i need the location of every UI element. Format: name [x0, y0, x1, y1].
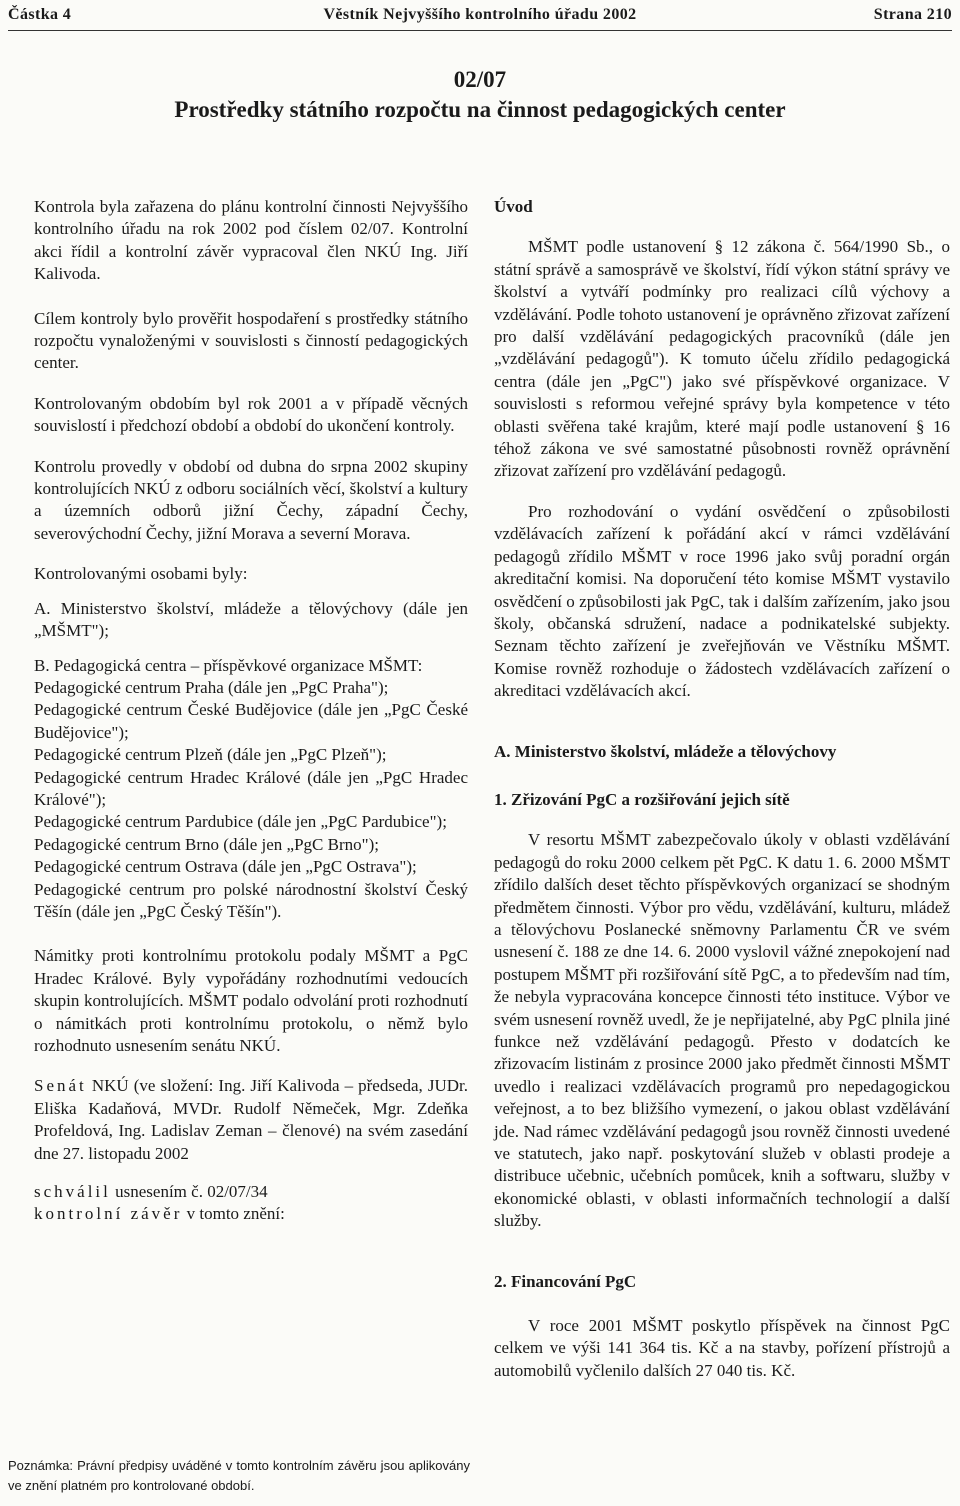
- footnote: Poznámka: Právní předpisy uváděné v tomto kontrolním závěru jsou aplikovány ve znění platném pro kontrolované období.: [8, 1458, 470, 1493]
- section-a-heading: A. Ministerstvo školství, mládeže a tělovýchovy: [494, 741, 837, 761]
- conclusion-word: kontrolní závěr: [34, 1204, 183, 1224]
- list-item: Pedagogické centrum Plzeň (dále jen „PgC Plzeň");: [34, 745, 387, 765]
- controlled-persons-intro: Kontrolovanými osobami byly:: [34, 564, 248, 584]
- list-item: Pedagogické centrum Brno (dále jen „PgC Brno");: [34, 834, 379, 854]
- approved-line: [34, 1181, 468, 1203]
- document-number: 02/07: [453, 67, 507, 92]
- introduction-heading: Úvod: [494, 197, 533, 216]
- subsection-1-heading: 1. Zřizování PgC a rozšiřování jejich sítě: [494, 789, 790, 809]
- left-column: [34, 196, 468, 1226]
- center-list: [34, 677, 468, 923]
- page-header: [8, 4, 952, 31]
- approved-word: schválil: [34, 1182, 111, 1202]
- list-item: Pedagogické centrum České Budějovice (dále jen „PgC České Budějovice");: [34, 700, 468, 742]
- controlled-person-b: B. Pedagogická centra – příspěvkové organizace MŠMT:: [34, 655, 423, 675]
- senate-word: Senát: [34, 1076, 87, 1096]
- issue-label: Částka 4: [8, 6, 72, 23]
- accreditation-paragraph: Pro rozhodování o vydání osvědčení o způsobilosti vzdělávacích zařízení k pořádání akcí v rámci vzdělávání pedagogů zřídilo MŠMT v roce 1996 jako svůj poradní orgán akreditační komisi. Na doporučení této komise MŠMT vystavilo osvědčení o způsobilosti jak PgC, tak i dalším zařízením, jako jsou školy, občanská sdružení, nadace a podnikatelské subjekty. Seznam těchto zařízení je zveřejňován ve Věstníku MŠMT. Komise rovněž rozhoduje o žádostech vzdělávacích zařízení o akreditaci vzdělávacích akcí.: [494, 501, 950, 701]
- intro-paragraph: Kontrola byla zařazena do plánu kontrolní činnosti Nejvyššího kontrolního úřadu na rok 2002 pod číslem 02/07. Kontrolní akci řídil a kontrolní závěr vypracoval člen NKÚ Ing. Jiří Kalivoda.: [34, 197, 468, 284]
- document-title: Prostředky státního rozpočtu na činnost pedagogických center: [174, 97, 786, 122]
- period-paragraph: Kontrolovaným obdobím byl rok 2001 a v případě věcných souvislostí i předchozí období a období do ukončení kontroly.: [34, 393, 468, 436]
- introduction-paragraph: MŠMT podle ustanovení § 12 zákona č. 564/1990 Sb., o státní správě a samosprávě ve školství, řídí výkon státní správy ve školství a vytváří podmínky pro realizaci cílů výchovy a vzdělávání. Podle tohoto ustanovení je oprávněno zřizovat zařízení pro další vzdělávání pedagogických pracovníků (dále jen „vzdělávání pedagogů"). K tomuto účelu zřídilo pedagogická centra (dále jen „PgC") jako své příspěvkové organizace. V souvislosti s reformou veřejné správy byla kompetence v této oblasti svěřena také krajům, které mají podle ustanovení § 16 téhož zákona ve své samostatné působnosti rovněž oprávnění zřizovat zařízení pro vzdělávání pedagogů.: [494, 237, 951, 481]
- senate-paragraph: [34, 1075, 468, 1165]
- controlled-person-a: A. Ministerstvo školství, mládeže a tělovýchovy (dále jen „MŠMT");: [34, 598, 468, 641]
- financing-paragraph: V roce 2001 MŠMT poskytlo příspěvek na činnost PgC celkem ve výši 141 364 tis. Kč a na stavby, pořízení přístrojů a automobilů vyčlenilo dalších 27 040 tis. Kč.: [494, 1316, 950, 1380]
- approved-text: usnesením č. 02/07/34: [110, 1182, 268, 1202]
- list-item: Pedagogické centrum Hradec Králové (dále jen „PgC Hradec Králové");: [34, 767, 468, 809]
- list-item: Pedagogické centrum Ostrava (dále jen „PgC Ostrava");: [34, 857, 417, 877]
- senate-text: NKÚ (ve složení: Ing. Jiří Kalivoda – předseda, JUDr. Eliška Kadaňová, MVDr. Rudolf Němeček, Mgr. Zdeňka Profeldová, Ing. Ladislav Zeman – členové) na svém zasedání dne 27. listopadu 2002: [34, 1076, 468, 1163]
- objections-paragraph: Námitky proti kontrolnímu protokolu podaly MŠMT a PgC Hradec Králové. Byly vypořádány rozhodnutími vedoucích skupin kontrolujících. MŠMT podalo odvolání proti rozhodnutí o námitkách proti kontrolnímu protokolu, o němž bylo rozhodnuto usnesením senátu NKÚ.: [34, 946, 468, 1055]
- network-paragraph: V resortu MŠMT zabezpečovalo úkoly v oblasti vzdělávání pedagogů do roku 2000 celkem pět PgC. K datu 1. 6. 2000 MŠMT zřídilo dalších deset těchto příspěvkových organizací se shodným předmětem činnosti. Výbor pro vědu, vzdělávání, kulturu, mládež a tělovýchovu Poslanecké sněmovny Parlamentu ČR ve svém usnesení č. 188 ze dne 14. 6. 2000 vyslovil vážné znepokojení nad postupem MŠMT při rozšiřování sítě PgC, a to především nad tím, že nebyla vypracována koncepce činnosti této instituce. Výbor ve svém usnesení rovněž uvedl, že je nepřijatelné, aby PgC plnila jiné funkce než vzdělávání pedagogů. Přesto v dodatcích ke zřizovacím listinám z prosince 2000 jako předmět činnosti MŠMT uvedlo i realizaci vzdělávacích programů pro nepedagogickou veřejnost, a to bez bližšího vymezení, o jakou oblast vzdělávání jde. Nad rámec vzdělávání pedagogů jsou rovněž činnosti uvedené ve statutech, jako např. poskytování služeb v oblasti prodeje a distribuce učebnic, učebních pomůcek, knih a softwaru, služby v ekonomické oblasti, v oblasti informačních technologií a další služby.: [494, 830, 950, 1231]
- list-item: Pedagogické centrum Praha (dále jen „PgC Praha");: [34, 677, 389, 697]
- conclusion-text: v tomto znění:: [182, 1204, 285, 1224]
- list-item: Pedagogické centrum pro polské národnostní školství Český Těšín (dále jen „PgC Český Těšín").: [34, 879, 468, 921]
- conclusion-line: [34, 1203, 468, 1225]
- journal-title: Věstník Nejvyššího kontrolního úřadu 2002: [323, 6, 637, 23]
- performers-paragraph: Kontrolu provedly v období od dubna do srpna 2002 skupiny kontrolujících NKÚ z odboru sociálních věcí, školství a kultury a územních odborů jižní Čechy, západní Čechy, severovýchodní Čechy, jižní Morava a severní Morava.: [34, 456, 468, 543]
- right-column: [494, 196, 950, 1382]
- goal-paragraph: Cílem kontroly bylo prověřit hospodaření s prostředky státního rozpočtu vynaloženými v souvislosti s činností pedagogických center.: [34, 308, 468, 373]
- subsection-2-heading: 2. Financování PgC: [494, 1271, 637, 1291]
- list-item: Pedagogické centrum Pardubice (dále jen „PgC Pardubice");: [34, 812, 447, 832]
- page-number: Strana 210: [873, 6, 952, 23]
